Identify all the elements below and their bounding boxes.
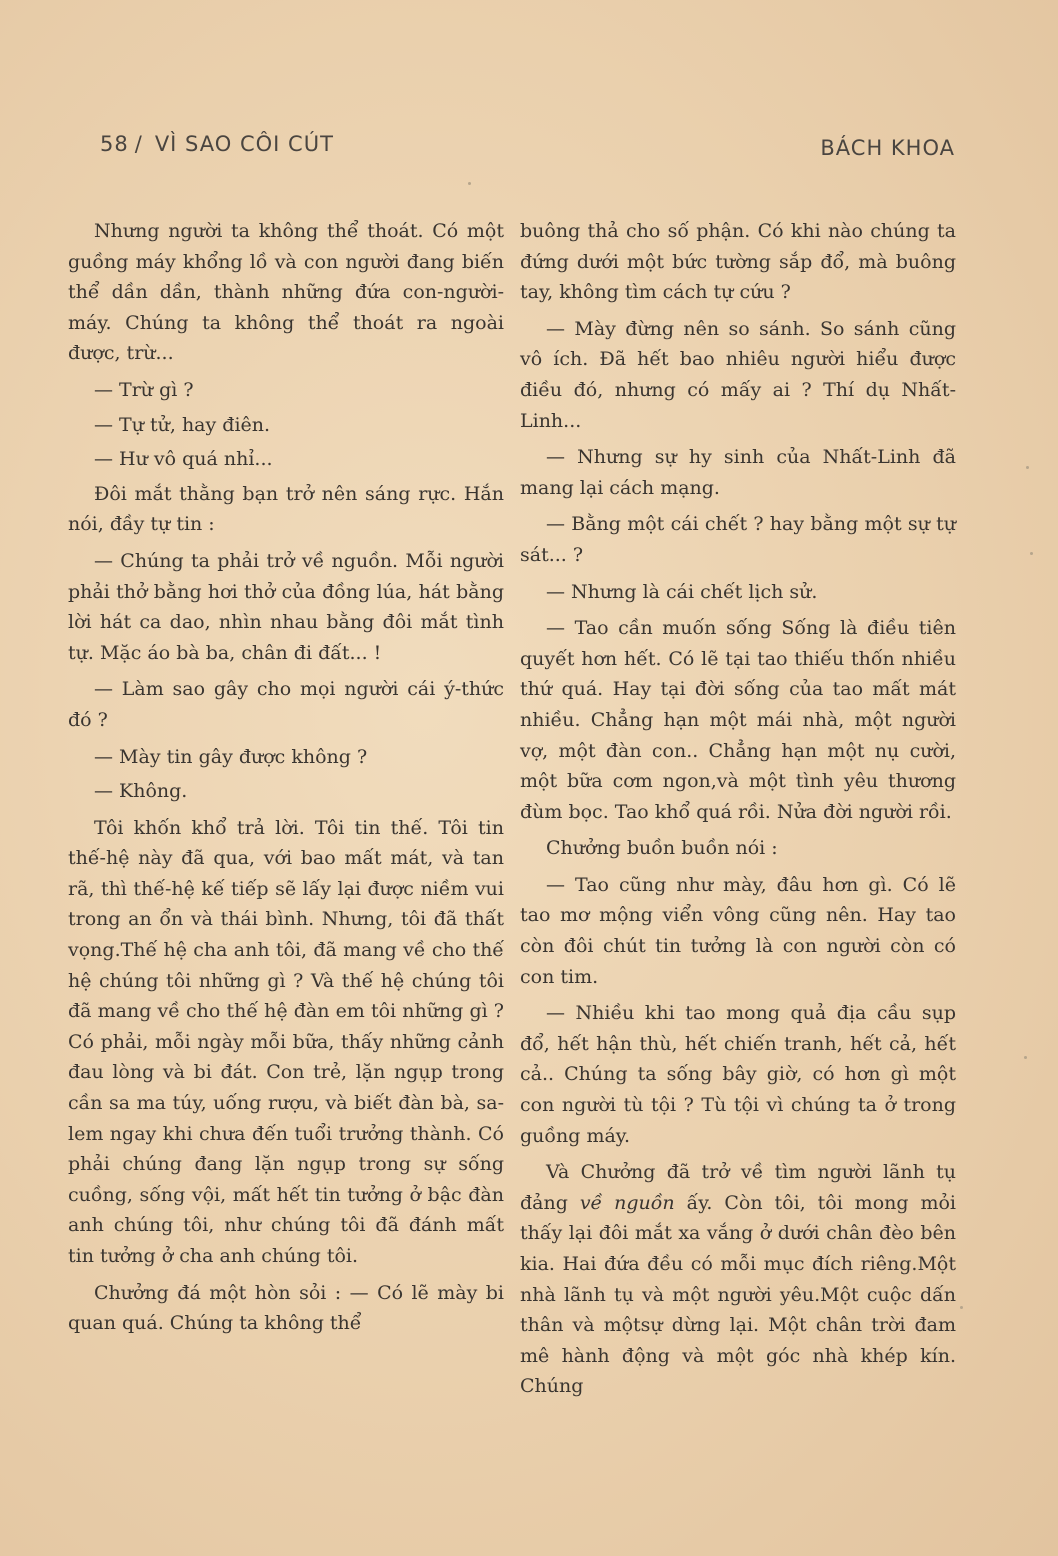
dialogue-line: — Mày tin gây được không ? [94,745,368,768]
section-title: VÌ SAO CÔI CÚT [154,132,334,156]
dialogue-line: — Chúng ta phải trở về nguồn. Mỗi người phải thở bằng hơi thở của đồng lúa, hát bằng lời hát ca dao, nhìn nhau bằng đôi mắt tình tự. Mặc áo bà ba, chân đi đất... ! [68,549,504,664]
paper-speck [960,1306,963,1309]
header-left [100,132,334,156]
dialogue-line: — Trừ gì ? [94,378,194,401]
left-text-column [68,216,504,1339]
paragraph: Đôi mắt thằng bạn trở nên sáng rực. Hắn nói, đầy tự tin : [68,482,504,536]
dialogue-line: — Làm sao gây cho mọi người cái ý-thức đó ? [68,678,504,731]
right-text-column [520,216,956,1402]
text-span: Và Chưởng đã trở về tìm người lãnh tụ đảng [520,1161,956,1214]
paragraph: Chưởng buồn buồn nói : [546,837,778,860]
header-divider: / [134,132,143,156]
dialogue-line: — Mày đừng nên so sánh. So sánh cũng vô ích. Đã hết bao nhiêu người hiểu được điều đó, nhưng có mấy ai ? Thí dụ Nhất-Linh... [520,317,956,432]
magazine-name: BÁCH KHOA [820,136,955,160]
dialogue-line: — Nhưng là cái chết lịch sử. [546,580,818,603]
paragraph: Tôi khốn khổ trả lời. Tôi tin thế. Tôi tin thế-hệ này đã qua, với bao mất mát, và tan rã, thì thế-hệ kế tiếp sẽ lấy lại được niềm vui trong an ổn và thái bình. Nhưng, tôi đã thất vọng.Thế hệ cha anh tôi, đã mang về cho thế hệ chúng tôi những gì ? Và thế hệ chúng tôi đã mang về cho thế hệ đàn em tôi những gì ? Có phải, mỗi ngày mỗi bữa, thấy những cảnh đau lòng và bi đát. Con trẻ, lặn ngụp trong cần sa ma túy, uống rượu, và biết đàn bà, sa-lem ngay khi chưa đến tuổi trưởng thành. Có phải chúng đang lặn ngụp trong sự sống cuồng, sống vội, mất hết tin tưởng ở bậc đàn anh chúng tôi, như chúng tôi đã đánh mất tin tưởng ở cha anh chúng tôi. [68,816,504,1267]
dialogue-line: — Tự tử, hay điên. [94,413,271,436]
dialogue-line: — Bằng một cái chết ? hay bằng một sự tự sát... ? [520,513,956,566]
paper-speck [468,182,471,185]
dialogue-line: — Không. [94,780,188,803]
italic-phrase: về nguồn [579,1191,675,1214]
paragraph: Chưởng đá một hòn sỏi : — Có lẽ mày bi quan quá. Chúng ta không thể [68,1281,504,1335]
paper-speck [1024,1056,1027,1059]
dialogue-line: — Nhiều khi tao mong quả địa cầu sụp đổ, hết hận thù, hết chiến tranh, hết cả, hết cả.. Chúng ta sống bây giờ, có hơn gì một con người tù tội ? Tù tội vì chúng ta ở trong guồng máy. [520,1002,956,1147]
dialogue-line: — Hư vô quá nhỉ... [94,448,273,471]
page-header [100,132,955,164]
paragraph-continued: buông thả cho số phận. Có khi nào chúng ta đứng dưới một bức tường sắp đổ, mà buông tay, không tìm cách tự cứu ? [520,220,956,304]
paragraph [520,1157,956,1402]
paper-speck [1026,466,1029,469]
page-number: 58 [100,132,129,156]
text-span: ấy. Còn tôi, tôi mong mỏi thấy lại đôi mắt xa vắng ở dưới chân đèo bên kia. Hai đứa đều có mỗi mục đích riêng.Một nhà lãnh tụ và một người yêu.Một cuộc dấn thân và mộtsự dừng lại. Một chân trời đam mê hành động và một góc nhà khép kín. Chúng [520,1191,956,1398]
paper-speck [1030,552,1033,555]
paragraph: Nhưng người ta không thể thoát. Có một guồng máy khổng lồ và con người đang biến thể dần dần, thành những đứa con-người-máy. Chúng ta không thể thoát ra ngoài được, trừ... [68,220,504,365]
dialogue-line: — Tao cần muốn sống Sống là điều tiên quyết hơn hết. Có lẽ tại tao thiếu thốn nhiều thứ quá. Hay tại đời sống của tao mất mát nhiều. Chẳng hạn một mái nhà, một người vợ, một đàn con.. Chẳng hạn một nụ cười, một bữa cơm ngon,và một tình yêu thương đùm bọc. Tao khổ quá rồi. Nửa đời người rồi. [520,617,956,823]
dialogue-line: — Nhưng sự hy sinh của Nhất-Linh đã mang lại cách mạng. [520,446,956,499]
dialogue-line: — Tao cũng như mày, đâu hơn gì. Có lẽ tao mơ mộng viển vông cũng nên. Hay tao còn đôi chút tin tưởng là con người còn có con tim. [520,873,956,988]
